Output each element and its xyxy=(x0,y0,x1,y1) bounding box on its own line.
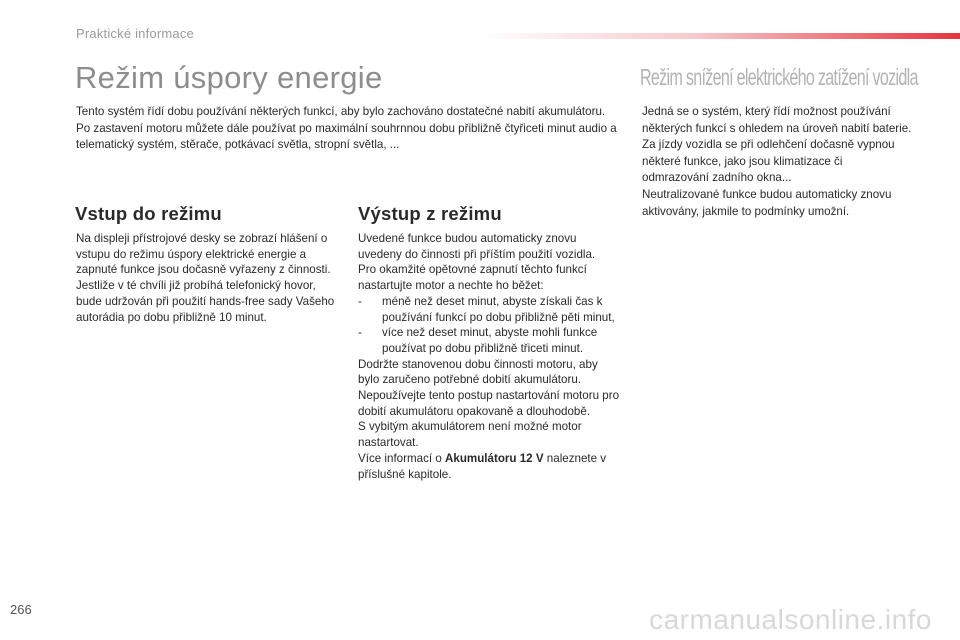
list-item-text: více než deset minut, abyste mohli funkce používat po dobu přibližně třiceti minut. xyxy=(382,326,598,355)
exit-paragraph: Dodržte stanovenou dobu činnosti motoru, aby bylo zaručeno potřebné dobití akumulátoru. xyxy=(358,357,598,387)
entry-paragraph: Jestliže v té chvíli již probíhá telefonický hovor, bude udržován při použití hands-free sady Vašeho autorádia po dobu přibližně 10 minut. xyxy=(76,279,335,324)
list-dash: - xyxy=(358,326,362,340)
header-accent-bar xyxy=(480,33,960,39)
watermark: carmanualsonline.info xyxy=(649,604,932,635)
exit-paragraph: S vybitým akumulátorem není možné motor nastartovat. xyxy=(358,420,582,450)
exit-section-title: Výstup z režimu xyxy=(358,203,502,224)
sidebar-paragraph: Za jízdy vozidla se při odlehčení dočasně vypnou některé funkce, jako jsou klimatizace či odmrazování zadního okna... xyxy=(642,138,895,185)
exit-paragraph: Pro okamžité opětovné zapnutí těchto funkcí nastartujte motor a nechte ho běžet: xyxy=(358,263,587,293)
intro-paragraph: Tento systém řídí dobu používání některých funkcí, aby bylo zachováno dostatečné nabití akumulátoru. xyxy=(76,105,606,118)
exit-section-text xyxy=(358,231,620,482)
intro-paragraph: Po zastavení motoru můžete dále používat po maximální souhrnnou dobu přibližně čtyřiceti minut audio a telematický systém, stěrače, potkávací světla, stropní světla, ... xyxy=(76,121,617,152)
reference-prefix: Více informací o xyxy=(358,451,445,465)
sidebar-title: Režim snížení elektrického zatížení vozidla xyxy=(640,64,918,90)
sidebar-text xyxy=(642,104,912,220)
page-title: Režim úspory energie xyxy=(75,60,383,95)
reference-link-text: Akumulátoru 12 V xyxy=(445,451,544,465)
entry-section-text xyxy=(76,231,341,325)
section-label: Praktické informace xyxy=(76,26,194,41)
page-number: 266 xyxy=(10,602,32,617)
reference-suffix: naleznete v příslušné kapitole. xyxy=(358,451,607,481)
entry-paragraph: Na displeji přístrojové desky se zobrazí hlášení o vstupu do režimu úspory elektrické energie a zapnuté funkce jsou dočasně vyřazeny z činnosti. xyxy=(76,232,331,277)
exit-paragraph xyxy=(358,451,620,482)
list-item xyxy=(358,325,620,356)
intro-text xyxy=(76,104,621,154)
list-dash: - xyxy=(358,294,362,308)
sidebar-paragraph: Jedná se o systém, který řídí možnost používání některých funkcí s ohledem na úroveň nabití baterie. xyxy=(642,105,912,135)
exit-paragraph: Nepoužívejte tento postup nastartování motoru pro dobití akumulátoru opakovaně a dlouhodobě. xyxy=(358,389,620,418)
exit-paragraph: Uvedené funkce budou automaticky znovu uvedeny do činnosti při příštím použití vozidla. xyxy=(358,232,596,261)
list-item xyxy=(358,294,620,325)
sidebar-paragraph: Neutralizované funkce budou automaticky znovu aktivovány, jakmile to podmínky umožní. xyxy=(642,187,892,218)
list-item-text: méně než deset minut, abyste získali čas k používání funkcí po dobu přibližně pěti minut, xyxy=(382,294,615,324)
entry-section-title: Vstup do režimu xyxy=(75,203,222,224)
